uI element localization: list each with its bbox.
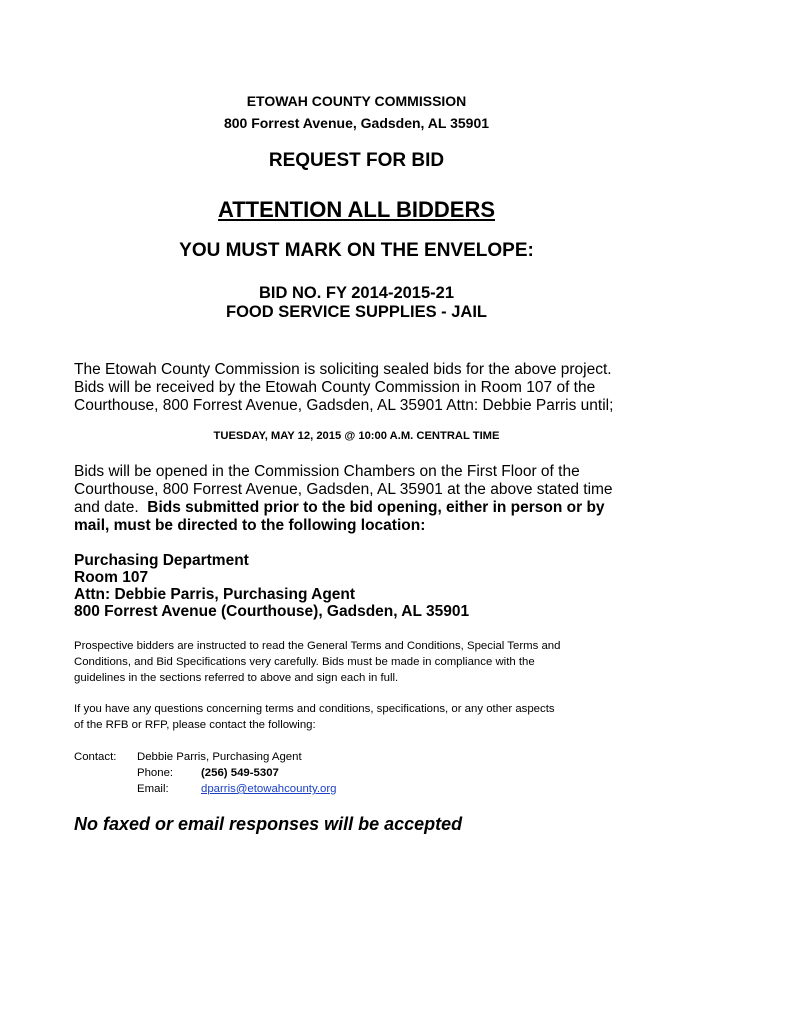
opening-line-3-plain: and date. (74, 499, 148, 516)
bid-deadline: TUESDAY, MAY 12, 2015 @ 10:00 A.M. CENTRAL TIME (213, 430, 500, 442)
intro-line-3: Courthouse, 800 Forrest Avenue, Gadsden, AL 35901 Attn: Debbie Parris until; (74, 397, 614, 414)
opening-line-1: Bids will be opened in the Commission Chambers on the First Floor of the (74, 463, 580, 480)
intro-line-1: The Etowah County Commission is soliciting sealed bids for the above project. (74, 361, 612, 378)
doc-type-title: REQUEST FOR BID (268, 150, 445, 171)
org-name: ETOWAH COUNTY COMMISSION (246, 93, 467, 109)
contact-name: Debbie Parris, Purchasing Agent (137, 751, 302, 763)
bid-number: BID NO. FY 2014-2015-21 (258, 284, 455, 302)
mark-instruction-text: YOU MUST MARK ON THE ENVELOPE: (179, 240, 534, 261)
attention-heading: ATTENTION ALL BIDDERS (217, 197, 496, 222)
questions-line-1: If you have any questions concerning terms and conditions, specifications, or any other aspects (74, 703, 555, 715)
intro-line-2: Bids will be received by the Etowah County Commission in Room 107 of the (74, 379, 596, 396)
location-dept: Purchasing Department (74, 552, 249, 569)
opening-line-4: mail, must be directed to the following location: (74, 517, 426, 534)
prospective-line-2: Conditions, and Bid Specifications very carefully. Bids must be made in compliance with the (74, 656, 535, 668)
location-attn: Attn: Debbie Parris, Purchasing Agent (74, 586, 356, 603)
contact-label: Contact: (74, 751, 117, 763)
opening-line-2: Courthouse, 800 Forrest Avenue, Gadsden, AL 35901 at the above stated time (74, 481, 613, 498)
email-label: Email: (137, 783, 169, 795)
opening-line-3-bold: Bids submitted prior to the bid opening, either in person or by (147, 499, 605, 516)
location-room: Room 107 (74, 569, 149, 586)
no-fax-notice: No faxed or email responses will be accepted (74, 814, 463, 834)
location-address: 800 Forrest Avenue (Courthouse), Gadsden, AL 35901 (74, 603, 470, 620)
prospective-line-1: Prospective bidders are instructed to read the General Terms and Conditions, Special Terms and (74, 640, 561, 652)
phone-number: (256) 549-5307 (201, 767, 279, 779)
questions-line-2: of the RFB or RFP, please contact the following: (74, 719, 316, 731)
email-link[interactable]: dparris@etowahcounty.org (201, 783, 337, 795)
mark-instruction (0, 240, 713, 262)
phone-label: Phone: (137, 767, 174, 779)
opening-line-3 (74, 499, 605, 516)
prospective-line-3: guidelines in the sections referred to above and sign each in full. (74, 672, 399, 684)
org-address: 800 Forrest Avenue, Gadsden, AL 35901 (223, 115, 490, 131)
bid-title: FOOD SERVICE SUPPLIES - JAIL (226, 303, 487, 321)
